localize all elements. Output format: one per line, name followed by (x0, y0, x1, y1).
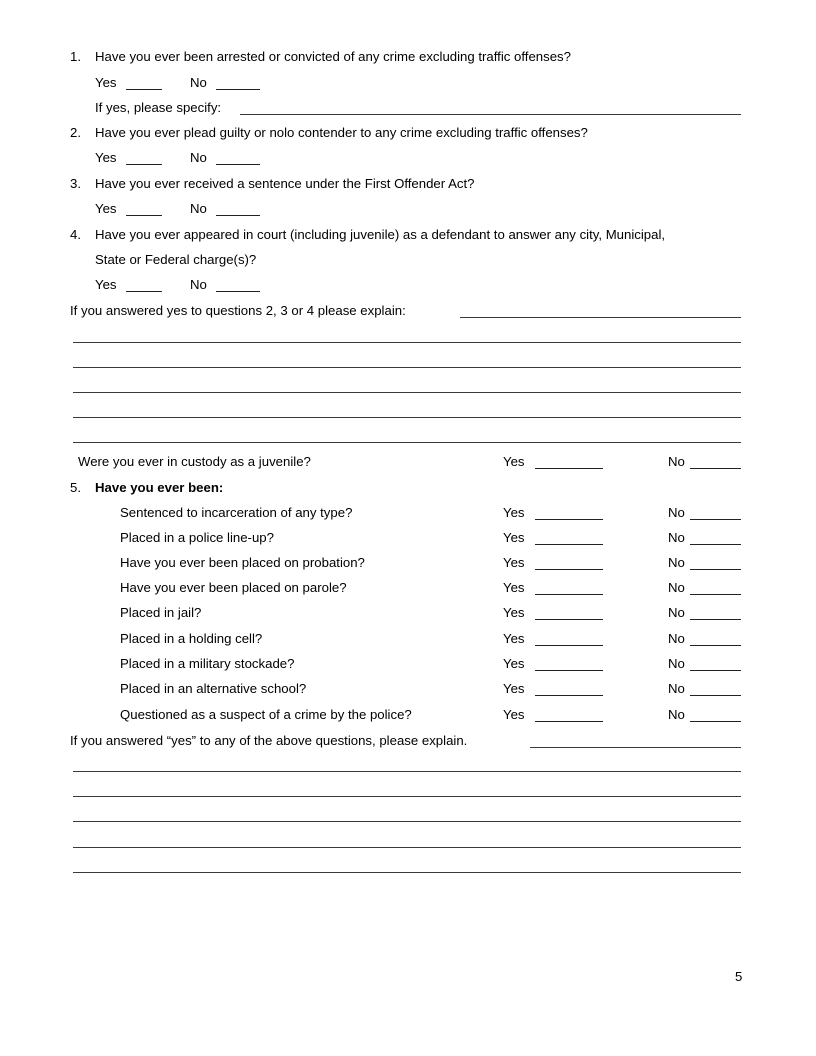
question-5-item-5-text: Placed in a holding cell? (120, 631, 263, 646)
question-5-item-3-yes-blank[interactable] (535, 594, 603, 595)
question-5-item-7-yes-label: Yes (503, 681, 525, 696)
explain-2-blank-line[interactable] (73, 821, 741, 822)
question-5-item-0-yes-label: Yes (503, 505, 525, 520)
question-5-item-7-yes-blank[interactable] (535, 695, 603, 696)
question-5-item-2-yes-blank[interactable] (535, 569, 603, 570)
explain-1-blank-line[interactable] (73, 367, 741, 368)
question-2-yes-blank[interactable] (126, 164, 162, 165)
question-5-item-4-no-blank[interactable] (690, 619, 741, 620)
question-5-item-5-yes-blank[interactable] (535, 645, 603, 646)
question-5-item-2-no-blank[interactable] (690, 569, 741, 570)
question-1-yes-blank[interactable] (126, 89, 162, 90)
question-1-followup-blank[interactable] (240, 114, 741, 115)
question-5-item-0-text: Sentenced to incarceration of any type? (120, 505, 353, 520)
question-3-text: Have you ever received a sentence under the First Offender Act? (95, 176, 475, 191)
question-2-number: 2. (70, 125, 81, 140)
explain-2-blank-line[interactable] (73, 847, 741, 848)
question-5-heading: Have you ever been: (95, 480, 224, 495)
question-5-item-6-no-label: No (668, 656, 685, 671)
custody-question-text: Were you ever in custody as a juvenile? (78, 454, 311, 469)
question-5-item-4-text: Placed in jail? (120, 605, 202, 620)
question-2-yes-label: Yes (95, 150, 117, 165)
question-2-no-label: No (190, 150, 207, 165)
question-5-item-5-yes-label: Yes (503, 631, 525, 646)
question-4-no-label: No (190, 277, 207, 292)
question-5-item-0-no-label: No (668, 505, 685, 520)
question-5-item-8-no-label: No (668, 707, 685, 722)
question-3-number: 3. (70, 176, 81, 191)
question-5-item-4-yes-label: Yes (503, 605, 525, 620)
question-3-no-blank[interactable] (216, 215, 260, 216)
question-5-item-1-text: Placed in a police line-up? (120, 530, 274, 545)
explain-1-blank-line[interactable] (73, 417, 741, 418)
question-1-text: Have you ever been arrested or convicted of any crime excluding traffic offenses? (95, 49, 571, 64)
question-5-item-8-no-blank[interactable] (690, 721, 741, 722)
explain-1-blank-line[interactable] (73, 392, 741, 393)
question-5-item-6-text: Placed in a military stockade? (120, 656, 295, 671)
question-1-yes-label: Yes (95, 75, 117, 90)
question-4-yes-label: Yes (95, 277, 117, 292)
question-2-no-blank[interactable] (216, 164, 260, 165)
question-5-item-2-no-label: No (668, 555, 685, 570)
question-1-followup-label: If yes, please specify: (95, 100, 222, 115)
explain-2-blank-line[interactable] (73, 796, 741, 797)
question-4-yes-blank[interactable] (126, 291, 162, 292)
explain-2-blank-line[interactable] (73, 771, 741, 772)
question-3-yes-blank[interactable] (126, 215, 162, 216)
question-3-no-label: No (190, 201, 207, 216)
question-5-item-3-yes-label: Yes (503, 580, 525, 595)
explain-1-blank-line[interactable] (73, 442, 741, 443)
custody-question-no-blank[interactable] (690, 468, 741, 469)
custody-question-no-label: No (668, 454, 685, 469)
page-number: 5 (735, 969, 743, 984)
question-5-item-8-yes-label: Yes (503, 707, 525, 722)
question-5-item-2-text: Have you ever been placed on probation? (120, 555, 365, 570)
question-5-item-7-no-blank[interactable] (690, 695, 741, 696)
question-5-item-8-yes-blank[interactable] (535, 721, 603, 722)
question-5-item-1-yes-label: Yes (503, 530, 525, 545)
question-5-item-0-no-blank[interactable] (690, 519, 741, 520)
question-5-item-6-yes-blank[interactable] (535, 670, 603, 671)
custody-question-yes-label: Yes (503, 454, 525, 469)
custody-question-yes-blank[interactable] (535, 468, 603, 469)
explain-1-prompt: If you answered yes to questions 2, 3 or 4 please explain: (70, 303, 406, 318)
question-5-item-6-no-blank[interactable] (690, 670, 741, 671)
question-5-item-7-text: Placed in an alternative school? (120, 681, 307, 696)
question-5-item-5-no-label: No (668, 631, 685, 646)
question-5-item-3-no-label: No (668, 580, 685, 595)
question-5-item-3-text: Have you ever been placed on parole? (120, 580, 347, 595)
question-5-item-4-yes-blank[interactable] (535, 619, 603, 620)
question-5-item-1-no-label: No (668, 530, 685, 545)
question-5-item-4-no-label: No (668, 605, 685, 620)
question-5-item-6-yes-label: Yes (503, 656, 525, 671)
explain-1-blank-line[interactable] (73, 342, 741, 343)
question-4-text-line2: State or Federal charge(s)? (95, 252, 257, 267)
question-4-text-line1: Have you ever appeared in court (including juvenile) as a defendant to answer any city, Municipal, (95, 227, 666, 242)
explain-2-blank-line[interactable] (73, 872, 741, 873)
explain-2-inline-blank[interactable] (530, 747, 741, 748)
explain-2-prompt: If you answered “yes” to any of the above questions, please explain. (70, 733, 468, 748)
question-3-yes-label: Yes (95, 201, 117, 216)
question-2-text: Have you ever plead guilty or nolo contender to any crime excluding traffic offenses? (95, 125, 588, 140)
question-5-item-7-no-label: No (668, 681, 685, 696)
explain-1-inline-blank[interactable] (460, 317, 741, 318)
question-5-item-3-no-blank[interactable] (690, 594, 741, 595)
question-1-no-blank[interactable] (216, 89, 260, 90)
question-1-no-label: No (190, 75, 207, 90)
question-5-item-1-yes-blank[interactable] (535, 544, 603, 545)
question-5-item-1-no-blank[interactable] (690, 544, 741, 545)
question-5-item-2-yes-label: Yes (503, 555, 525, 570)
question-5-item-5-no-blank[interactable] (690, 645, 741, 646)
question-5-item-0-yes-blank[interactable] (535, 519, 603, 520)
question-4-no-blank[interactable] (216, 291, 260, 292)
question-5-number: 5. (70, 480, 81, 495)
question-4-number: 4. (70, 227, 81, 242)
question-5-item-8-text: Questioned as a suspect of a crime by the police? (120, 707, 412, 722)
question-1-number: 1. (70, 49, 81, 64)
